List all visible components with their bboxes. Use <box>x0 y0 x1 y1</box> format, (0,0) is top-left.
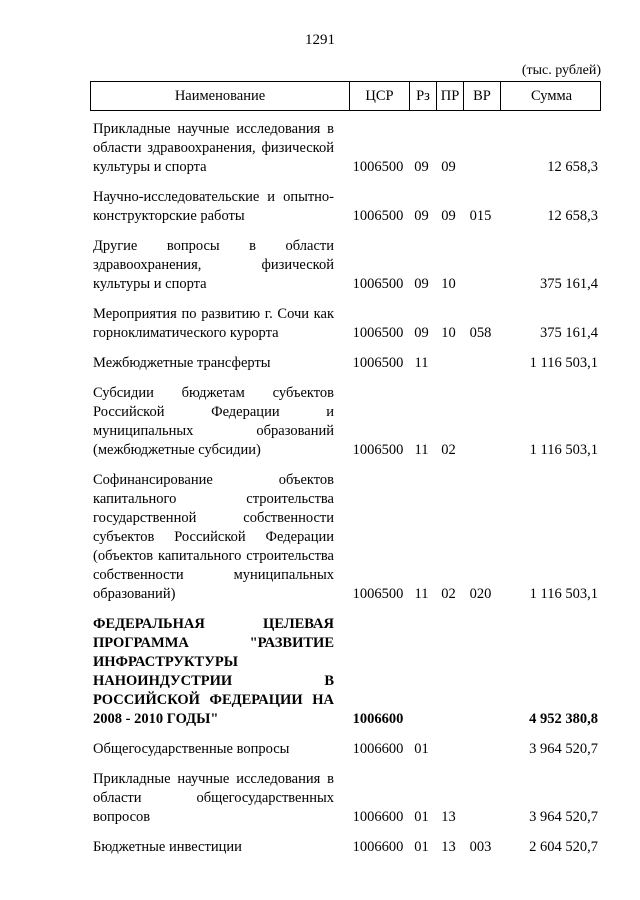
row-rz-cell: 11 <box>414 442 429 458</box>
row-sum-cell: 3 964 520,7 <box>529 741 598 757</box>
row-sum-cell: 1 116 503,1 <box>529 442 598 458</box>
row-csr-cell: 1006500 <box>352 159 404 175</box>
row-name-cell: Софинансирование объектов капитального строительства государственной собственности субъектов Российской Федерации (объектов капитального строительства собственности муниципальных образований) <box>93 472 334 602</box>
row-pr-cell: 10 <box>441 325 456 341</box>
row-pr-cell: 02 <box>441 442 456 458</box>
row-rz-cell: 01 <box>414 741 429 757</box>
row-rz-cell: 01 <box>414 839 429 855</box>
table-row <box>90 838 601 857</box>
row-name-cell: Научно-исследовательские и опытно-конструкторские работы <box>93 189 334 224</box>
row-pr-cell: 02 <box>441 586 456 602</box>
row-rz-cell: 09 <box>414 159 429 175</box>
table-row <box>90 305 601 343</box>
budget-table <box>90 63 601 857</box>
row-vr-cell: 015 <box>469 208 492 224</box>
row-name-cell: Другие вопросы в области здравоохранения, физической культуры и спорта <box>93 238 334 292</box>
row-sum-cell: 1 116 503,1 <box>529 355 598 371</box>
row-name-cell: ФЕДЕРАЛЬНАЯ ЦЕЛЕВАЯ ПРОГРАММА "РАЗВИТИЕ ИНФРАСТРУКТУРЫ НАНОИНДУСТРИИ В РОССИЙСКОЙ ФЕДЕРАЦИИ НА 2008 - 2010 ГОДЫ" <box>93 616 334 727</box>
header-pr: ПР <box>436 82 463 110</box>
row-vr-cell: 003 <box>469 839 492 855</box>
units-note: (тыс. рублей) <box>521 63 601 78</box>
row-csr-cell: 1006600 <box>352 839 404 855</box>
table-row <box>90 384 601 460</box>
row-csr-cell: 1006500 <box>352 325 404 341</box>
row-name-cell: Бюджетные инвестиции <box>93 839 242 855</box>
row-rz-cell: 11 <box>414 586 429 602</box>
row-sum-cell: 1 116 503,1 <box>529 586 598 602</box>
row-pr-cell: 10 <box>441 276 456 292</box>
row-sum-cell: 4 952 380,8 <box>529 711 598 727</box>
row-rz-cell: 09 <box>414 325 429 341</box>
header-name: Наименование <box>174 87 266 104</box>
row-name-cell: Прикладные научные исследования в области общегосударственных вопросов <box>93 771 334 825</box>
row-pr-cell: 09 <box>441 159 456 175</box>
row-csr-cell: 1006600 <box>352 741 404 757</box>
row-rz-cell: 11 <box>414 355 429 371</box>
page-number: 1291 <box>305 32 335 48</box>
row-rz-cell: 09 <box>414 208 429 224</box>
row-csr-cell: 1006600 <box>352 809 404 825</box>
header-vr: ВР <box>463 82 500 110</box>
row-sum-cell: 12 658,3 <box>547 159 598 175</box>
table-row <box>90 615 601 729</box>
header-sum: Сумма <box>500 82 602 110</box>
row-name-cell: Субсидии бюджетам субъектов Российской Федерации и муниципальных образований (межбюджетные субсидии) <box>93 385 334 458</box>
row-name-cell: Общегосударственные вопросы <box>93 741 290 757</box>
row-vr-cell: 058 <box>469 325 492 341</box>
row-name-cell: Прикладные научные исследования в области здравоохранения, физической культуры и спорта <box>93 121 334 175</box>
row-csr-cell: 1006500 <box>352 276 404 292</box>
table-body <box>90 120 601 857</box>
table-row <box>90 354 601 373</box>
row-sum-cell: 3 964 520,7 <box>529 809 598 825</box>
table-row <box>90 237 601 294</box>
row-sum-cell: 375 161,4 <box>540 276 598 292</box>
row-pr-cell: 13 <box>441 809 456 825</box>
table-row <box>90 740 601 759</box>
row-csr-cell: 1006500 <box>352 586 404 602</box>
row-rz-cell: 01 <box>414 809 429 825</box>
table-row <box>90 770 601 827</box>
row-name-cell: Мероприятия по развитию г. Сочи как горноклиматического курорта <box>93 306 334 341</box>
header-csr: ЦСР <box>349 82 409 110</box>
row-name-cell: Межбюджетные трансферты <box>93 355 271 371</box>
row-vr-cell: 020 <box>469 586 492 602</box>
row-pr-cell: 09 <box>441 208 456 224</box>
row-csr-cell: 1006500 <box>352 208 404 224</box>
row-sum-cell: 12 658,3 <box>547 208 598 224</box>
table-row <box>90 188 601 226</box>
row-csr-cell: 1006500 <box>352 442 404 458</box>
table-row <box>90 120 601 177</box>
row-sum-cell: 375 161,4 <box>540 325 598 341</box>
table-header-row <box>90 81 601 111</box>
row-pr-cell: 13 <box>441 839 456 855</box>
row-csr-cell: 1006600 <box>352 711 404 727</box>
row-csr-cell: 1006500 <box>352 355 404 371</box>
table-row <box>90 471 601 604</box>
row-sum-cell: 2 604 520,7 <box>529 839 598 855</box>
header-rz: Рз <box>409 82 436 110</box>
row-rz-cell: 09 <box>414 276 429 292</box>
